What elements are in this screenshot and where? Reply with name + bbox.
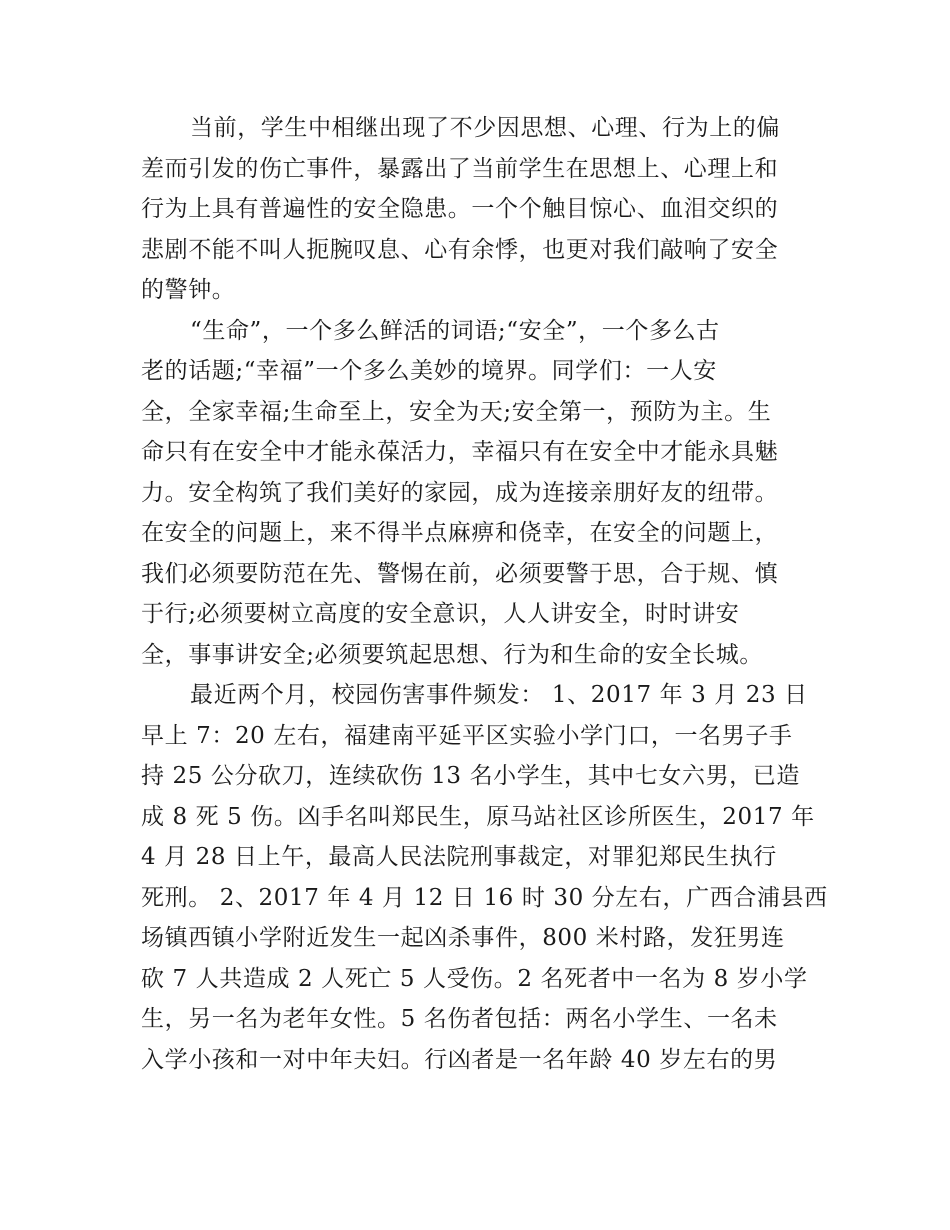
text-line	[141, 1040, 811, 1081]
text-line	[141, 230, 811, 271]
text-line	[141, 797, 815, 838]
text-line	[141, 999, 811, 1040]
text-line-content: 老的话题;“幸福”一个多么美妙的境界。同学们：一人安	[141, 358, 717, 384]
text-line-content: 悲剧不能不叫人扼腕叹息、心有余悸，也更对我们敲响了安全	[141, 236, 779, 263]
text-line	[141, 473, 811, 514]
text-line-content: 在安全的问题上，来不得半点麻痹和侥幸，在安全的问题上，	[141, 520, 779, 546]
text-line	[141, 432, 811, 473]
text-line	[141, 837, 811, 878]
text-line-content: 生，另一名为老年女性。5 名伤者包括：两名小学生、一名未	[141, 1006, 778, 1032]
text-line	[141, 716, 811, 757]
text-line-content: 死刑。 2、2017 年 4 月 12 日 16 时 30 分左右，广西合浦县西	[141, 884, 828, 911]
text-line	[141, 270, 811, 311]
document-body	[141, 108, 828, 1080]
text-line-content: 最近两个月，校园伤害事件频发： 1、2017 年 3 月 23 日	[190, 682, 808, 708]
text-line	[141, 189, 811, 230]
text-line-content: 行为上具有普遍性的安全隐患。一个个触目惊心、血泪交织的	[141, 196, 779, 222]
text-line-content: 4 月 28 日上午，最高人民法院刑事裁定，对罪犯郑民生执行	[141, 844, 777, 870]
text-line-content: 入学小孩和一对中年夫妇。行凶者是一名年龄 40 岁左右的男	[141, 1046, 778, 1073]
text-line-content: 于行;必须要树立高度的安全意识，人人讲安全，时时讲安	[141, 601, 740, 627]
text-line-content: 砍 7 人共造成 2 人死亡 5 人受伤。2 名死者中一名为 8 岁小学	[141, 965, 808, 992]
text-line	[141, 311, 811, 352]
text-line-content: 成 8 死 5 伤。凶手名叫郑民生，原马站社区诊所医生，2017 年	[141, 803, 815, 830]
text-line-content: 的警钟。	[141, 277, 236, 303]
text-line	[141, 594, 811, 635]
text-line-content: 持 25 公分砍刀，连续砍伤 13 名小学生，其中七女六男，已造	[141, 763, 800, 789]
text-line	[141, 959, 811, 1000]
text-line-content: “生命”，一个多么鲜活的词语;“安全”，一个多么古	[190, 317, 720, 344]
text-line-content: 我们必须要防范在先、警惕在前，必须要警于思，合于规、慎	[141, 560, 779, 587]
text-line	[141, 756, 811, 797]
text-line-content: 当前，学生中相继出现了不少因思想、心理、行为上的偏	[190, 115, 780, 141]
text-line-content: 全，事事讲安全;必须要筑起思想、行为和生命的安全长城。	[141, 641, 763, 668]
text-line-content: 早上 7：20 左右，福建南平延平区实验小学门口，一名男子手	[141, 722, 793, 749]
text-line	[141, 878, 828, 919]
text-line	[141, 675, 811, 716]
text-line	[141, 918, 811, 959]
text-line	[141, 513, 811, 554]
text-line-content: 力。安全构筑了我们美好的家园，成为连接亲朋好友的纽带。	[141, 479, 779, 506]
text-line-content: 差而引发的伤亡事件，暴露出了当前学生在思想上、心理上和	[141, 155, 779, 182]
text-line-content: 场镇西镇小学附近发生一起凶杀事件，800 米村路，发狂男连	[141, 925, 785, 951]
text-line	[141, 351, 811, 392]
text-line	[141, 635, 811, 676]
text-line-content: 命只有在安全中才能永葆活力，幸福只有在安全中才能永具魅	[141, 439, 779, 465]
text-line	[141, 392, 811, 433]
text-line	[141, 554, 811, 595]
text-line	[141, 108, 811, 149]
text-line	[141, 149, 811, 190]
text-line-content: 全，全家幸福;生命至上，安全为天;安全第一，预防为主。生	[141, 398, 772, 425]
